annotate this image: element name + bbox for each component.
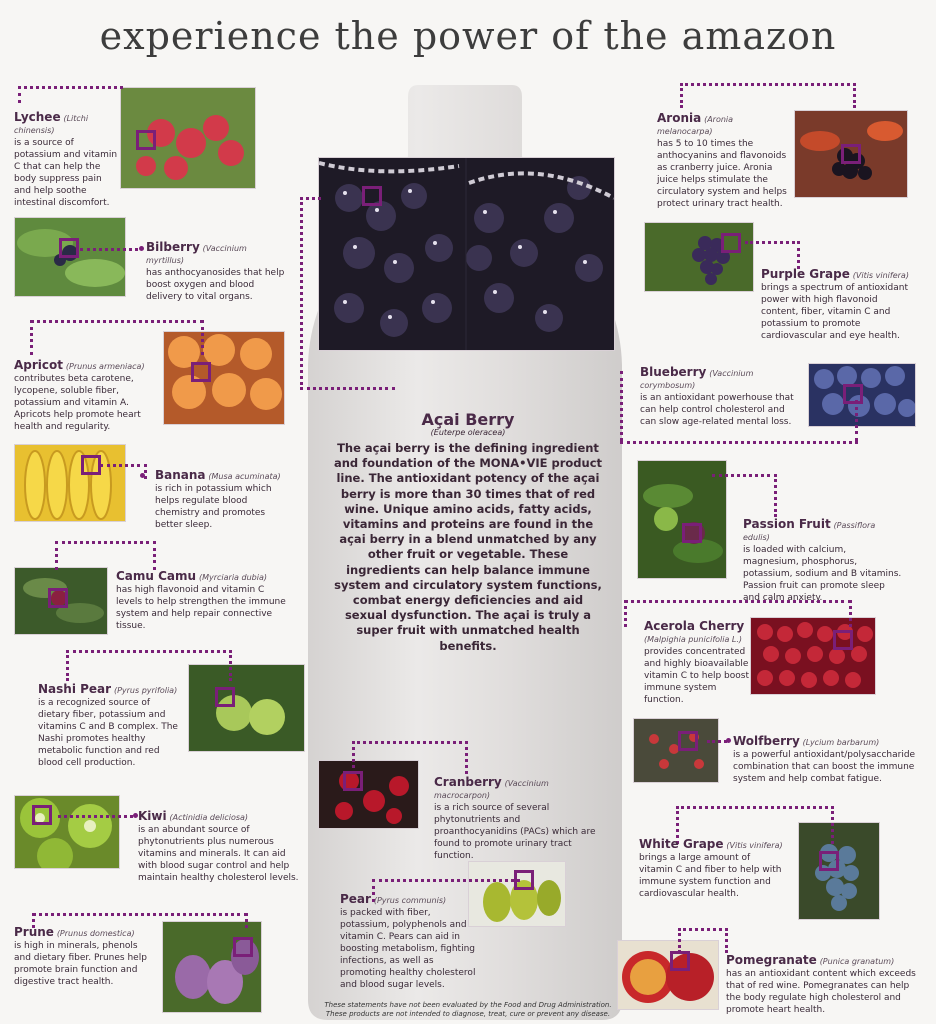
camu-desc: has high flavonoid and vitamin C levels to help strengthen the immune system and help repair connective tissue. bbox=[116, 585, 286, 631]
blueberry-photo bbox=[808, 363, 916, 427]
prune-marker bbox=[233, 937, 253, 957]
wolfberry-marker bbox=[678, 731, 698, 751]
passion-info bbox=[743, 518, 903, 604]
aronia-marker bbox=[841, 144, 861, 164]
blueberry-connector-bottom bbox=[620, 441, 858, 447]
nashi-name: Nashi Pear bbox=[38, 682, 112, 696]
prune-info bbox=[14, 926, 154, 988]
acai-photo bbox=[318, 157, 615, 351]
acerola-info bbox=[644, 620, 750, 706]
aronia-name: Aronia bbox=[657, 111, 702, 125]
blueberry-desc: is an antioxidant powerhouse that can help control cholesterol and can slow age-related mental loss. bbox=[640, 393, 794, 427]
acerola-name: Acerola Cherry bbox=[644, 619, 745, 633]
nashi-connector bbox=[66, 650, 232, 681]
kiwi-desc: is an abundant source of phytonutrients plus numerous vitamins and minerals. It can aid with blood sugar control and help maintain healthy cholesterol levels. bbox=[138, 825, 299, 883]
nashi-desc: is a recognized source of dietary fiber, potassium and vitamins C and B complex. The Nashi promotes healthy metabolic function and red blood cell production. bbox=[38, 698, 178, 768]
pear-name: Pear bbox=[340, 892, 371, 906]
acai-connector bbox=[300, 197, 321, 390]
aronia-desc: has 5 to 10 times the anthocyanins and flavonoids as cranberry juice. Aronia juice helps stimulate the circulatory system and helps protect urinary tract health. bbox=[657, 139, 787, 209]
pear-info bbox=[340, 893, 480, 991]
aronia-latin: (Aronia melanocarpa) bbox=[657, 115, 734, 136]
prune-image bbox=[163, 922, 261, 1012]
camu-latin: (Myrciaria dubia) bbox=[198, 573, 267, 582]
banana-latin: (Musa acuminata) bbox=[208, 472, 281, 481]
acai-marker bbox=[362, 186, 382, 206]
pear-desc: is packed with fiber, potassium, polyphenols and vitamin C. Pears can aid in boosting metabolism, fighting infections, as well as promoting healthy cholesterol and blood sugar levels. bbox=[340, 908, 476, 990]
whitegrape-latin: (Vitis vinifera) bbox=[726, 841, 783, 850]
bilberry-name: Bilberry bbox=[146, 240, 200, 254]
kiwi-info bbox=[138, 810, 303, 884]
page-title: experience the power of the amazon bbox=[99, 14, 837, 58]
camu-name: Camu Camu bbox=[116, 569, 197, 583]
apricot-name: Apricot bbox=[14, 358, 64, 372]
pomegranate-marker bbox=[670, 951, 690, 971]
prune-latin: (Prunus domestica) bbox=[56, 929, 135, 938]
lychee-info bbox=[14, 111, 119, 209]
whitegrape-desc: brings a large amount of vitamin C and fiber to help with immune system function and cardiovascular health. bbox=[639, 853, 782, 899]
wolfberry-info bbox=[733, 735, 928, 785]
aronia-connector bbox=[680, 83, 856, 108]
bilberry-dot bbox=[139, 246, 144, 251]
kiwi-marker bbox=[32, 805, 52, 825]
acai-latin: (Euterpe oleracea) bbox=[430, 428, 506, 437]
prune-desc: is high in minerals, phenols and dietary fiber. Prunes help promote brain function and digestive tract health. bbox=[14, 941, 147, 987]
bilberry-connector bbox=[80, 248, 138, 251]
pomegranate-info bbox=[726, 954, 926, 1016]
cranberry-latin: (Vaccinium macrocarpon) bbox=[434, 779, 549, 800]
acai-text bbox=[332, 410, 604, 654]
pear-latin: (Pyrus communis) bbox=[373, 896, 447, 905]
wolfberry-photo bbox=[633, 718, 719, 783]
grape-desc: brings a spectrum of antioxidant power with high flavonoid content, fiber, vitamin C and potassium to promote cardiovascular and eye health. bbox=[761, 283, 909, 341]
apricot-info bbox=[14, 359, 160, 433]
cranberry-connector bbox=[352, 741, 468, 774]
kiwi-photo bbox=[14, 795, 120, 869]
passion-name: Passion Fruit bbox=[743, 517, 831, 531]
wolfberry-name: Wolfberry bbox=[733, 734, 800, 748]
disclaimer-line-1: These statements have not been evaluated by the Food and Drug Administration. bbox=[324, 1001, 612, 1009]
bilberry-marker bbox=[59, 238, 79, 258]
wolfberry-desc: is a powerful antioxidant/polysaccharide combination that can boost the immune system and help combat fatigue. bbox=[733, 750, 916, 784]
pomegranate-connector bbox=[678, 928, 728, 953]
aronia-photo bbox=[794, 110, 908, 198]
bilberry-info bbox=[146, 241, 286, 303]
lychee-name: Lychee bbox=[14, 110, 61, 124]
blueberry-latin: (Vaccinium corymbosum) bbox=[640, 369, 754, 390]
banana-name: Banana bbox=[155, 468, 206, 482]
grape-info bbox=[761, 268, 911, 342]
whitegrape-marker bbox=[819, 851, 839, 871]
blueberry-name: Blueberry bbox=[640, 365, 707, 379]
wolfberry-latin: (Lycium barbarum) bbox=[802, 738, 880, 747]
wolfberry-connector bbox=[707, 740, 727, 743]
wolfberry-dot bbox=[726, 738, 731, 743]
wolfberry-image bbox=[634, 719, 718, 782]
bilberry-desc: has anthocyanosides that help boost oxygen and blood delivery to vital organs. bbox=[146, 268, 285, 302]
pomegranate-desc: has an antioxidant content which exceeds that of red wine. Pomegranates can help the body regulate high cholesterol and promote heart health. bbox=[726, 969, 916, 1015]
banana-photo bbox=[14, 444, 126, 522]
acai-name: Açai Berry bbox=[421, 410, 515, 429]
banana-dot bbox=[140, 473, 145, 478]
acerola-image bbox=[751, 618, 875, 694]
grape-marker bbox=[721, 233, 741, 253]
passion-marker bbox=[682, 523, 702, 543]
blueberry-info bbox=[640, 366, 800, 428]
pomegranate-latin: (Punica granatum) bbox=[819, 957, 895, 966]
acerola-latin: (Malpighia punicifolia L.) bbox=[644, 635, 743, 644]
kiwi-latin: (Actinidia deliciosa) bbox=[169, 813, 249, 822]
apricot-connector bbox=[30, 320, 204, 355]
aronia-info bbox=[657, 112, 789, 210]
acerola-desc: provides concentrated and highly bioavailable vitamin C to help boost immune system function. bbox=[644, 647, 750, 705]
grape-latin: (Vitis vinifera) bbox=[852, 271, 909, 280]
cranberry-info bbox=[434, 776, 604, 862]
banana-image bbox=[15, 445, 125, 521]
kiwi-connector bbox=[58, 815, 133, 818]
passion-desc: is loaded with calcium, magnesium, phosphorus, potassium, sodium and B vitamins. Passion fruit can promote sleep and calm anxiety. bbox=[743, 545, 902, 603]
prune-name: Prune bbox=[14, 925, 54, 939]
passion-latin: (Passiflora edulis) bbox=[743, 521, 876, 542]
lychee-photo bbox=[120, 87, 256, 189]
cranberry-name: Cranberry bbox=[434, 775, 502, 789]
camu-photo bbox=[14, 567, 108, 635]
acerola-photo bbox=[750, 617, 876, 695]
bilberry-photo bbox=[14, 217, 126, 297]
camu-marker bbox=[48, 588, 68, 608]
grape-connector bbox=[745, 241, 800, 269]
camu-info bbox=[116, 570, 291, 632]
grape-photo bbox=[644, 222, 754, 292]
banana-info bbox=[155, 469, 290, 531]
acerola-marker bbox=[833, 630, 853, 650]
acai-connector-bottom bbox=[300, 387, 395, 390]
lychee-connector bbox=[18, 86, 123, 103]
cranberry-desc: is a rich source of several phytonutrients and proanthocyanidins (PACs) which are found to promote urinary tract function. bbox=[434, 803, 596, 861]
grape-name: Purple Grape bbox=[761, 267, 850, 281]
lychee-desc: is a source of potassium and vitamin C that can help the body suppress pain and help soothe intestinal discomfort. bbox=[14, 138, 118, 208]
banana-desc: is rich in potassium which helps regulate blood chemistry and promotes better sleep. bbox=[155, 484, 272, 530]
lychee-latin: (Litchi chinensis) bbox=[14, 114, 89, 135]
apricot-marker bbox=[191, 362, 211, 382]
whitegrape-info bbox=[639, 838, 784, 900]
kiwi-name: Kiwi bbox=[138, 809, 167, 823]
banana-marker bbox=[81, 455, 101, 475]
camu-connector bbox=[55, 541, 156, 570]
bilberry-latin: (Vaccinium myrtillus) bbox=[146, 244, 247, 265]
prune-photo bbox=[162, 921, 262, 1013]
blueberry-connector-up bbox=[855, 400, 861, 442]
nashi-info bbox=[38, 683, 178, 769]
apricot-desc: contributes beta carotene, lycopene, soluble fiber, potassium and vitamin A. Apricots help promote heart health and regularity. bbox=[14, 374, 141, 432]
blueberry-connector bbox=[620, 371, 626, 441]
apricot-latin: (Prunus armeniaca) bbox=[65, 362, 145, 371]
nashi-latin: (Pyrus pyrifolia) bbox=[113, 686, 178, 695]
lychee-marker bbox=[136, 130, 156, 150]
acai-description: The açai berry is the defining ingredient and foundation of the MONA•VIE product line. The antioxidant potency of the açai berry is more than 30 times that of red wine. Unique amino acids, fatty acids, vitamins and proteins are found in the açai berry in a blend unmatched by any other fruit or vegetable. These ingredients can help balance immune system and circulatory system functions, combat energy deficiencies and aid sexual dysfunction. The açai is truly a super fruit with unmatched health benefits. bbox=[333, 441, 603, 653]
whitegrape-name: White Grape bbox=[639, 837, 724, 851]
cranberry-marker bbox=[343, 771, 363, 791]
nashi-marker bbox=[215, 687, 235, 707]
passion-connector bbox=[712, 474, 777, 517]
kiwi-image bbox=[15, 796, 119, 868]
fda-disclaimer bbox=[318, 1001, 618, 1019]
disclaimer-line-2: These products are not intended to diagnose, treat, cure or prevent any disease. bbox=[325, 1010, 611, 1018]
pomegranate-name: Pomegranate bbox=[726, 953, 817, 967]
